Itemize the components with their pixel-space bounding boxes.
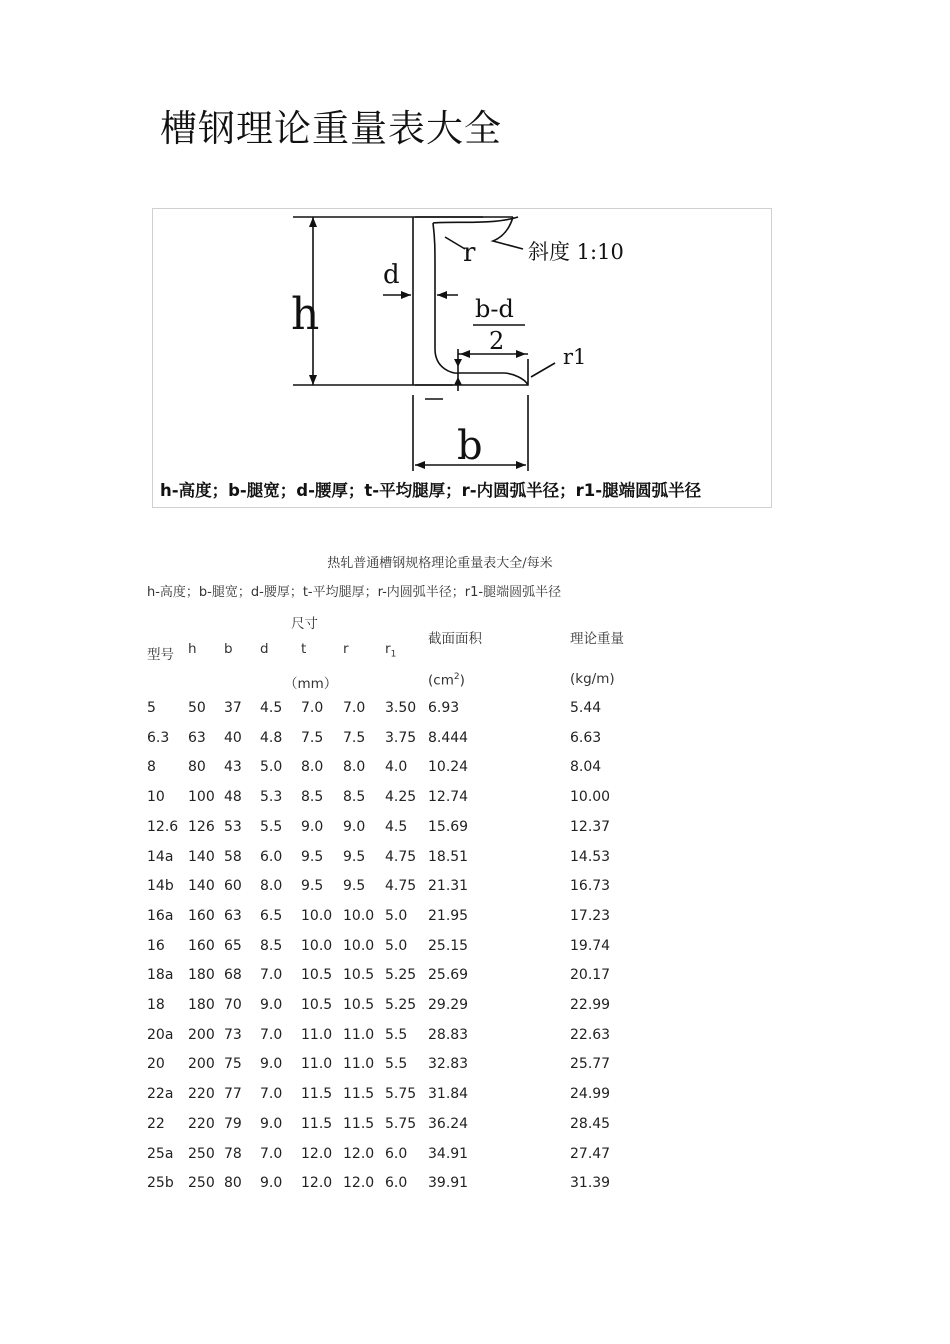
cell-r1: 5.25 xyxy=(385,967,417,984)
cell-t: 10.0 xyxy=(301,937,333,954)
cell-h: 80 xyxy=(188,759,206,776)
label-two: 2 xyxy=(489,327,505,355)
cell-area: 39.91 xyxy=(428,1175,469,1192)
cell-t: 11.5 xyxy=(301,1086,333,1103)
cell-b: 37 xyxy=(224,700,242,716)
cell-r1: 5.25 xyxy=(385,997,417,1013)
cell-model: 5 xyxy=(147,700,156,716)
label-r1: r1 xyxy=(563,345,587,369)
cell-r: 8.0 xyxy=(343,759,366,776)
cell-r: 11.5 xyxy=(343,1115,375,1132)
header-r1: $r_1$ xyxy=(385,641,397,660)
cell-t: 9.0 xyxy=(301,818,324,835)
cell-r1: 3.75 xyxy=(385,729,417,746)
label-r: r xyxy=(463,238,476,268)
cell-weight: 22.63 xyxy=(570,1026,611,1043)
header-unit-area: $(cm^2)$ xyxy=(428,672,465,689)
cell-d: 9.0 xyxy=(260,1056,283,1073)
cell-b: 43 xyxy=(224,759,242,776)
cell-r1: 4.0 xyxy=(385,759,408,776)
cell-r: 12.0 xyxy=(343,1175,375,1192)
header-dimension-group: 尺寸 xyxy=(291,616,318,632)
figure-caption: h-高度；b-腿宽；d-腰厚；t-平均腿厚；r-内圆弧半径；r1-腿端圆弧半径 xyxy=(160,481,702,500)
cell-d: 8.5 xyxy=(260,937,283,954)
cell-d: 7.0 xyxy=(260,1026,283,1043)
cell-r1: 3.50 xyxy=(385,700,417,716)
cell-area: 29.29 xyxy=(428,997,469,1013)
header-weight: 理论重量 xyxy=(570,631,624,647)
cell-model: 6.3 xyxy=(147,729,170,746)
cell-d: 4.8 xyxy=(260,729,283,746)
cell-model: 25b xyxy=(147,1175,174,1192)
cell-weight: 27.47 xyxy=(570,1145,611,1162)
cell-area: 31.84 xyxy=(428,1086,469,1103)
cell-t: 11.0 xyxy=(301,1056,333,1073)
cell-weight: 5.44 xyxy=(570,700,602,716)
cell-h: 140 xyxy=(188,848,215,865)
channel-steel-diagram xyxy=(152,208,772,508)
cell-t: 8.0 xyxy=(301,759,324,776)
cell-t: 11.0 xyxy=(301,1026,333,1043)
cell-r: 10.0 xyxy=(343,907,375,924)
header-unit-weight: (kg/m) xyxy=(570,671,615,687)
cell-area: 6.93 xyxy=(428,700,460,716)
label-h: h xyxy=(291,289,320,340)
cell-weight: 14.53 xyxy=(570,848,611,865)
cell-r1: 4.75 xyxy=(385,848,417,865)
cell-r1: 5.0 xyxy=(385,907,408,924)
cell-d: 4.5 xyxy=(260,700,283,716)
cell-r: 7.0 xyxy=(343,700,366,716)
cell-h: 50 xyxy=(188,700,206,716)
cell-area: 28.83 xyxy=(428,1026,469,1043)
label-b: b xyxy=(457,423,483,469)
cell-weight: 20.17 xyxy=(570,967,611,984)
cell-r1: 6.0 xyxy=(385,1145,408,1162)
label-b-minus-d: b-d xyxy=(475,295,514,323)
cell-h: 140 xyxy=(188,878,215,895)
header-d: d xyxy=(260,641,269,657)
cell-t: 10.5 xyxy=(301,967,333,984)
cell-weight: 12.37 xyxy=(570,818,611,835)
cell-h: 200 xyxy=(188,1056,215,1073)
cell-model: 20 xyxy=(147,1056,165,1073)
cell-area: 32.83 xyxy=(428,1056,469,1073)
cell-weight: 25.77 xyxy=(570,1056,611,1073)
cell-weight: 10.00 xyxy=(570,789,611,806)
cell-r: 10.5 xyxy=(343,997,375,1013)
cell-d: 6.5 xyxy=(260,907,283,924)
cell-area: 34.91 xyxy=(428,1145,469,1162)
cell-model: 18a xyxy=(147,967,174,984)
header-h: h xyxy=(188,641,197,657)
cell-b: 63 xyxy=(224,907,242,924)
cell-b: 40 xyxy=(224,729,242,746)
cell-h: 250 xyxy=(188,1145,215,1162)
channel-section-drawing xyxy=(153,209,771,507)
cell-t: 12.0 xyxy=(301,1145,333,1162)
cell-d: 5.3 xyxy=(260,789,283,806)
cell-area: 25.15 xyxy=(428,937,469,954)
cell-h: 180 xyxy=(188,997,215,1013)
cell-b: 77 xyxy=(224,1086,242,1103)
cell-model: 16a xyxy=(147,907,174,924)
cell-r: 9.5 xyxy=(343,848,366,865)
header-model: 型号 xyxy=(147,647,174,663)
cell-r1: 4.25 xyxy=(385,789,417,806)
cell-t: 7.0 xyxy=(301,700,324,716)
cell-t: 9.5 xyxy=(301,848,324,865)
cell-weight: 19.74 xyxy=(570,937,611,954)
cell-model: 12.6 xyxy=(147,818,179,835)
cell-b: 65 xyxy=(224,937,242,954)
cell-r: 7.5 xyxy=(343,729,366,746)
cell-d: 9.0 xyxy=(260,1115,283,1132)
cell-b: 80 xyxy=(224,1175,242,1192)
cell-h: 100 xyxy=(188,789,215,806)
cell-weight: 24.99 xyxy=(570,1086,611,1103)
cell-t: 8.5 xyxy=(301,789,324,806)
cell-model: 22a xyxy=(147,1086,174,1103)
cell-r1: 5.75 xyxy=(385,1086,417,1103)
cell-weight: 6.63 xyxy=(570,729,602,746)
cell-weight: 16.73 xyxy=(570,878,611,895)
cell-r1: 4.75 xyxy=(385,878,417,895)
cell-r1: 5.75 xyxy=(385,1115,417,1132)
cell-model: 16 xyxy=(147,937,165,954)
cell-area: 8.444 xyxy=(428,729,469,746)
cell-d: 7.0 xyxy=(260,967,283,984)
cell-d: 8.0 xyxy=(260,878,283,895)
cell-b: 70 xyxy=(224,997,242,1013)
cell-model: 25a xyxy=(147,1145,174,1162)
cell-r: 9.5 xyxy=(343,878,366,895)
cell-b: 75 xyxy=(224,1056,242,1073)
cell-area: 18.51 xyxy=(428,848,469,865)
header-unit-mm: （mm） xyxy=(284,676,338,692)
cell-weight: 8.04 xyxy=(570,759,602,776)
cell-model: 14b xyxy=(147,878,174,895)
cell-area: 12.74 xyxy=(428,789,469,806)
cell-r: 8.5 xyxy=(343,789,366,806)
cell-b: 53 xyxy=(224,818,242,835)
cell-weight: 28.45 xyxy=(570,1115,611,1132)
cell-b: 60 xyxy=(224,878,242,895)
cell-d: 7.0 xyxy=(260,1086,283,1103)
cell-b: 79 xyxy=(224,1115,242,1132)
cell-area: 25.69 xyxy=(428,967,469,984)
cell-area: 15.69 xyxy=(428,818,469,835)
page-title: 槽钢理论重量表大全 xyxy=(160,107,502,150)
cell-b: 73 xyxy=(224,1026,242,1043)
cell-r1: 5.5 xyxy=(385,1056,408,1073)
label-d: d xyxy=(383,260,400,290)
cell-r1: 5.0 xyxy=(385,937,408,954)
table-title: 热轧普通槽钢规格理论重量表大全/每米 xyxy=(327,556,553,571)
cell-t: 10.0 xyxy=(301,907,333,924)
cell-h: 126 xyxy=(188,818,215,835)
cell-area: 36.24 xyxy=(428,1115,469,1132)
cell-weight: 17.23 xyxy=(570,907,611,924)
cell-r1: 6.0 xyxy=(385,1175,408,1192)
cell-d: 5.0 xyxy=(260,759,283,776)
cell-d: 9.0 xyxy=(260,997,283,1013)
header-r: r xyxy=(343,641,349,657)
cell-h: 220 xyxy=(188,1086,215,1103)
cell-r: 10.0 xyxy=(343,937,375,954)
cell-r1: 4.5 xyxy=(385,818,408,835)
legend-text: h-高度；b-腿宽；d-腰厚；t-平均腿厚；r-内圆弧半径；r1-腿端圆弧半径 xyxy=(147,585,562,600)
cell-t: 11.5 xyxy=(301,1115,333,1132)
cell-d: 7.0 xyxy=(260,1145,283,1162)
cell-b: 48 xyxy=(224,789,242,806)
cell-model: 8 xyxy=(147,759,156,776)
cell-r: 9.0 xyxy=(343,818,366,835)
cell-b: 78 xyxy=(224,1145,242,1162)
cell-area: 21.95 xyxy=(428,907,469,924)
cell-t: 7.5 xyxy=(301,729,324,746)
cell-t: 9.5 xyxy=(301,878,324,895)
header-b: b xyxy=(224,641,233,657)
cell-h: 250 xyxy=(188,1175,215,1192)
cell-h: 63 xyxy=(188,729,206,746)
cell-model: 10 xyxy=(147,789,165,806)
cell-h: 160 xyxy=(188,937,215,954)
cell-model: 18 xyxy=(147,997,165,1013)
cell-r1: 5.5 xyxy=(385,1026,408,1043)
cell-h: 180 xyxy=(188,967,215,984)
cell-model: 22 xyxy=(147,1115,165,1132)
cell-area: 10.24 xyxy=(428,759,469,776)
label-slope: 斜度 1:10 xyxy=(528,240,624,264)
cell-d: 9.0 xyxy=(260,1175,283,1192)
cell-t: 12.0 xyxy=(301,1175,333,1192)
cell-weight: 31.39 xyxy=(570,1175,611,1192)
cell-t: 10.5 xyxy=(301,997,333,1013)
header-t: t xyxy=(301,641,307,657)
cell-model: 14a xyxy=(147,848,174,865)
cell-r: 11.5 xyxy=(343,1086,375,1103)
cell-d: 5.5 xyxy=(260,818,283,835)
cell-area: 21.31 xyxy=(428,878,469,895)
header-area: 截面面积 xyxy=(428,631,482,647)
cell-r: 11.0 xyxy=(343,1056,375,1073)
cell-d: 6.0 xyxy=(260,848,283,865)
cell-h: 220 xyxy=(188,1115,215,1132)
cell-h: 200 xyxy=(188,1026,215,1043)
cell-model: 20a xyxy=(147,1026,174,1043)
cell-weight: 22.99 xyxy=(570,997,611,1013)
cell-r: 12.0 xyxy=(343,1145,375,1162)
cell-b: 58 xyxy=(224,848,242,865)
cell-h: 160 xyxy=(188,907,215,924)
cell-r: 11.0 xyxy=(343,1026,375,1043)
cell-b: 68 xyxy=(224,967,242,984)
cell-r: 10.5 xyxy=(343,967,375,984)
